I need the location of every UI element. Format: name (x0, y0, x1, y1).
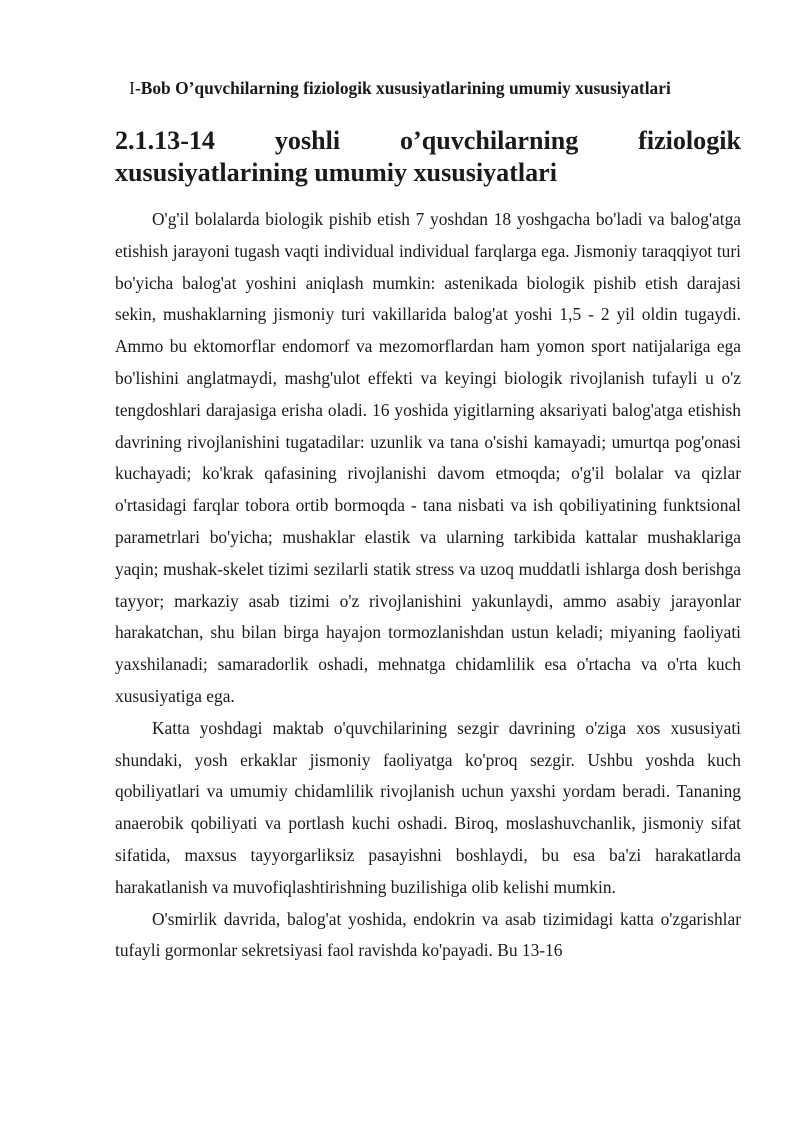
body-text (115, 204, 741, 967)
section-title: 2.1.13-14 yoshli o’quvchilarning fiziologik xususiyatlarining umumiy xususiyatlari (115, 126, 741, 187)
chapter-title (80, 73, 720, 105)
chapter-number: I (129, 78, 135, 98)
paragraph: Katta yoshdagi maktab o'quvchilarining sezgir davrining o'ziga xos xususiyati shundaki, yosh erkaklar jismoniy faoliyatga ko'proq sezgir. Ushbu yoshda kuch qobiliyatlari va umumiy chidamlilik rivojlanish uchun yaxshi yordam beradi. Tananing anaerobik qobiliyati va portlash kuchi oshadi. Biroq, moslashuvchanlik, jismoniy sifat sifatida, maxsus tayyorgarliksiz pasayishni boshlaydi, bu esa ba'zi harakatlarda harakatlanish va muvofiqlashtirishning buzilishiga olib kelishi mumkin. (115, 717, 741, 897)
chapter-title-text: -Bob O’quvchilarning fiziologik xususiyatlarining umumiy xususiyatlari (134, 78, 671, 98)
paragraph: O'smirlik davrida, balog'at yoshida, endokrin va asab tizimidagi katta o'zgarishlar tufayli gormonlar sekretsiyasi faol ravishda ko'payadi. Bu 13-16 (115, 908, 741, 961)
paragraph: O'g'il bolalarda biologik pishib etish 7 yoshdan 18 yoshgacha bo'ladi va balog'atga etishish jarayoni tugash vaqti individual individual farqlarga ega. Jismoniy taraqqiyot turi bo'yicha balog'at yoshini aniqlash mumkin: astenikada biologik pishib etish darajasi sekin, mushaklarning jismoniy turi vakillarida balog'at yoshi 1,5 - 2 yil oldin tugaydi. Ammo bu ektomorflar endomorf va mezomorflardan ham yomon sport natijalariga ega bo'lishini anglatmaydi, mashg'ulot effekti va keyingi biologik rivojlanish tufayli u o'z tengdoshlari darajasiga erisha oladi. 16 yoshida yigitlarning aksariyati balog'atga etishish davrining rivojlanishini tugatadilar: uzunlik va tana o'sishi kamayadi; umurtqa pog'onasi kuchayadi; ko'krak qafasining rivojlanishi davom etmoqda; o'g'il bolalar va qizlar o'rtasidagi farqlar tobora ortib bormoqda - tana nisbati va ish qobiliyatining funktsional parametrlari bo'yicha; mushaklar elastik va ularning tarkibida kattalar mushaklariga yaqin; mushak-skelet tizimi sezilarli statik stress va uzoq muddatli ishlarga dosh berishga tayyor; markaziy asab tizimi o'z rivojlanishini yakunlaydi, ammo asabiy jarayonlar harakatchan, shu bilan birga hayajon tormozlanishdan ustun keladi; miyaning faoliyati yaxshilanadi; samaradorlik oshadi, mehnatga chidamlilik esa o'rtacha va o'rta kuch xususiyatiga ega. (115, 209, 741, 706)
